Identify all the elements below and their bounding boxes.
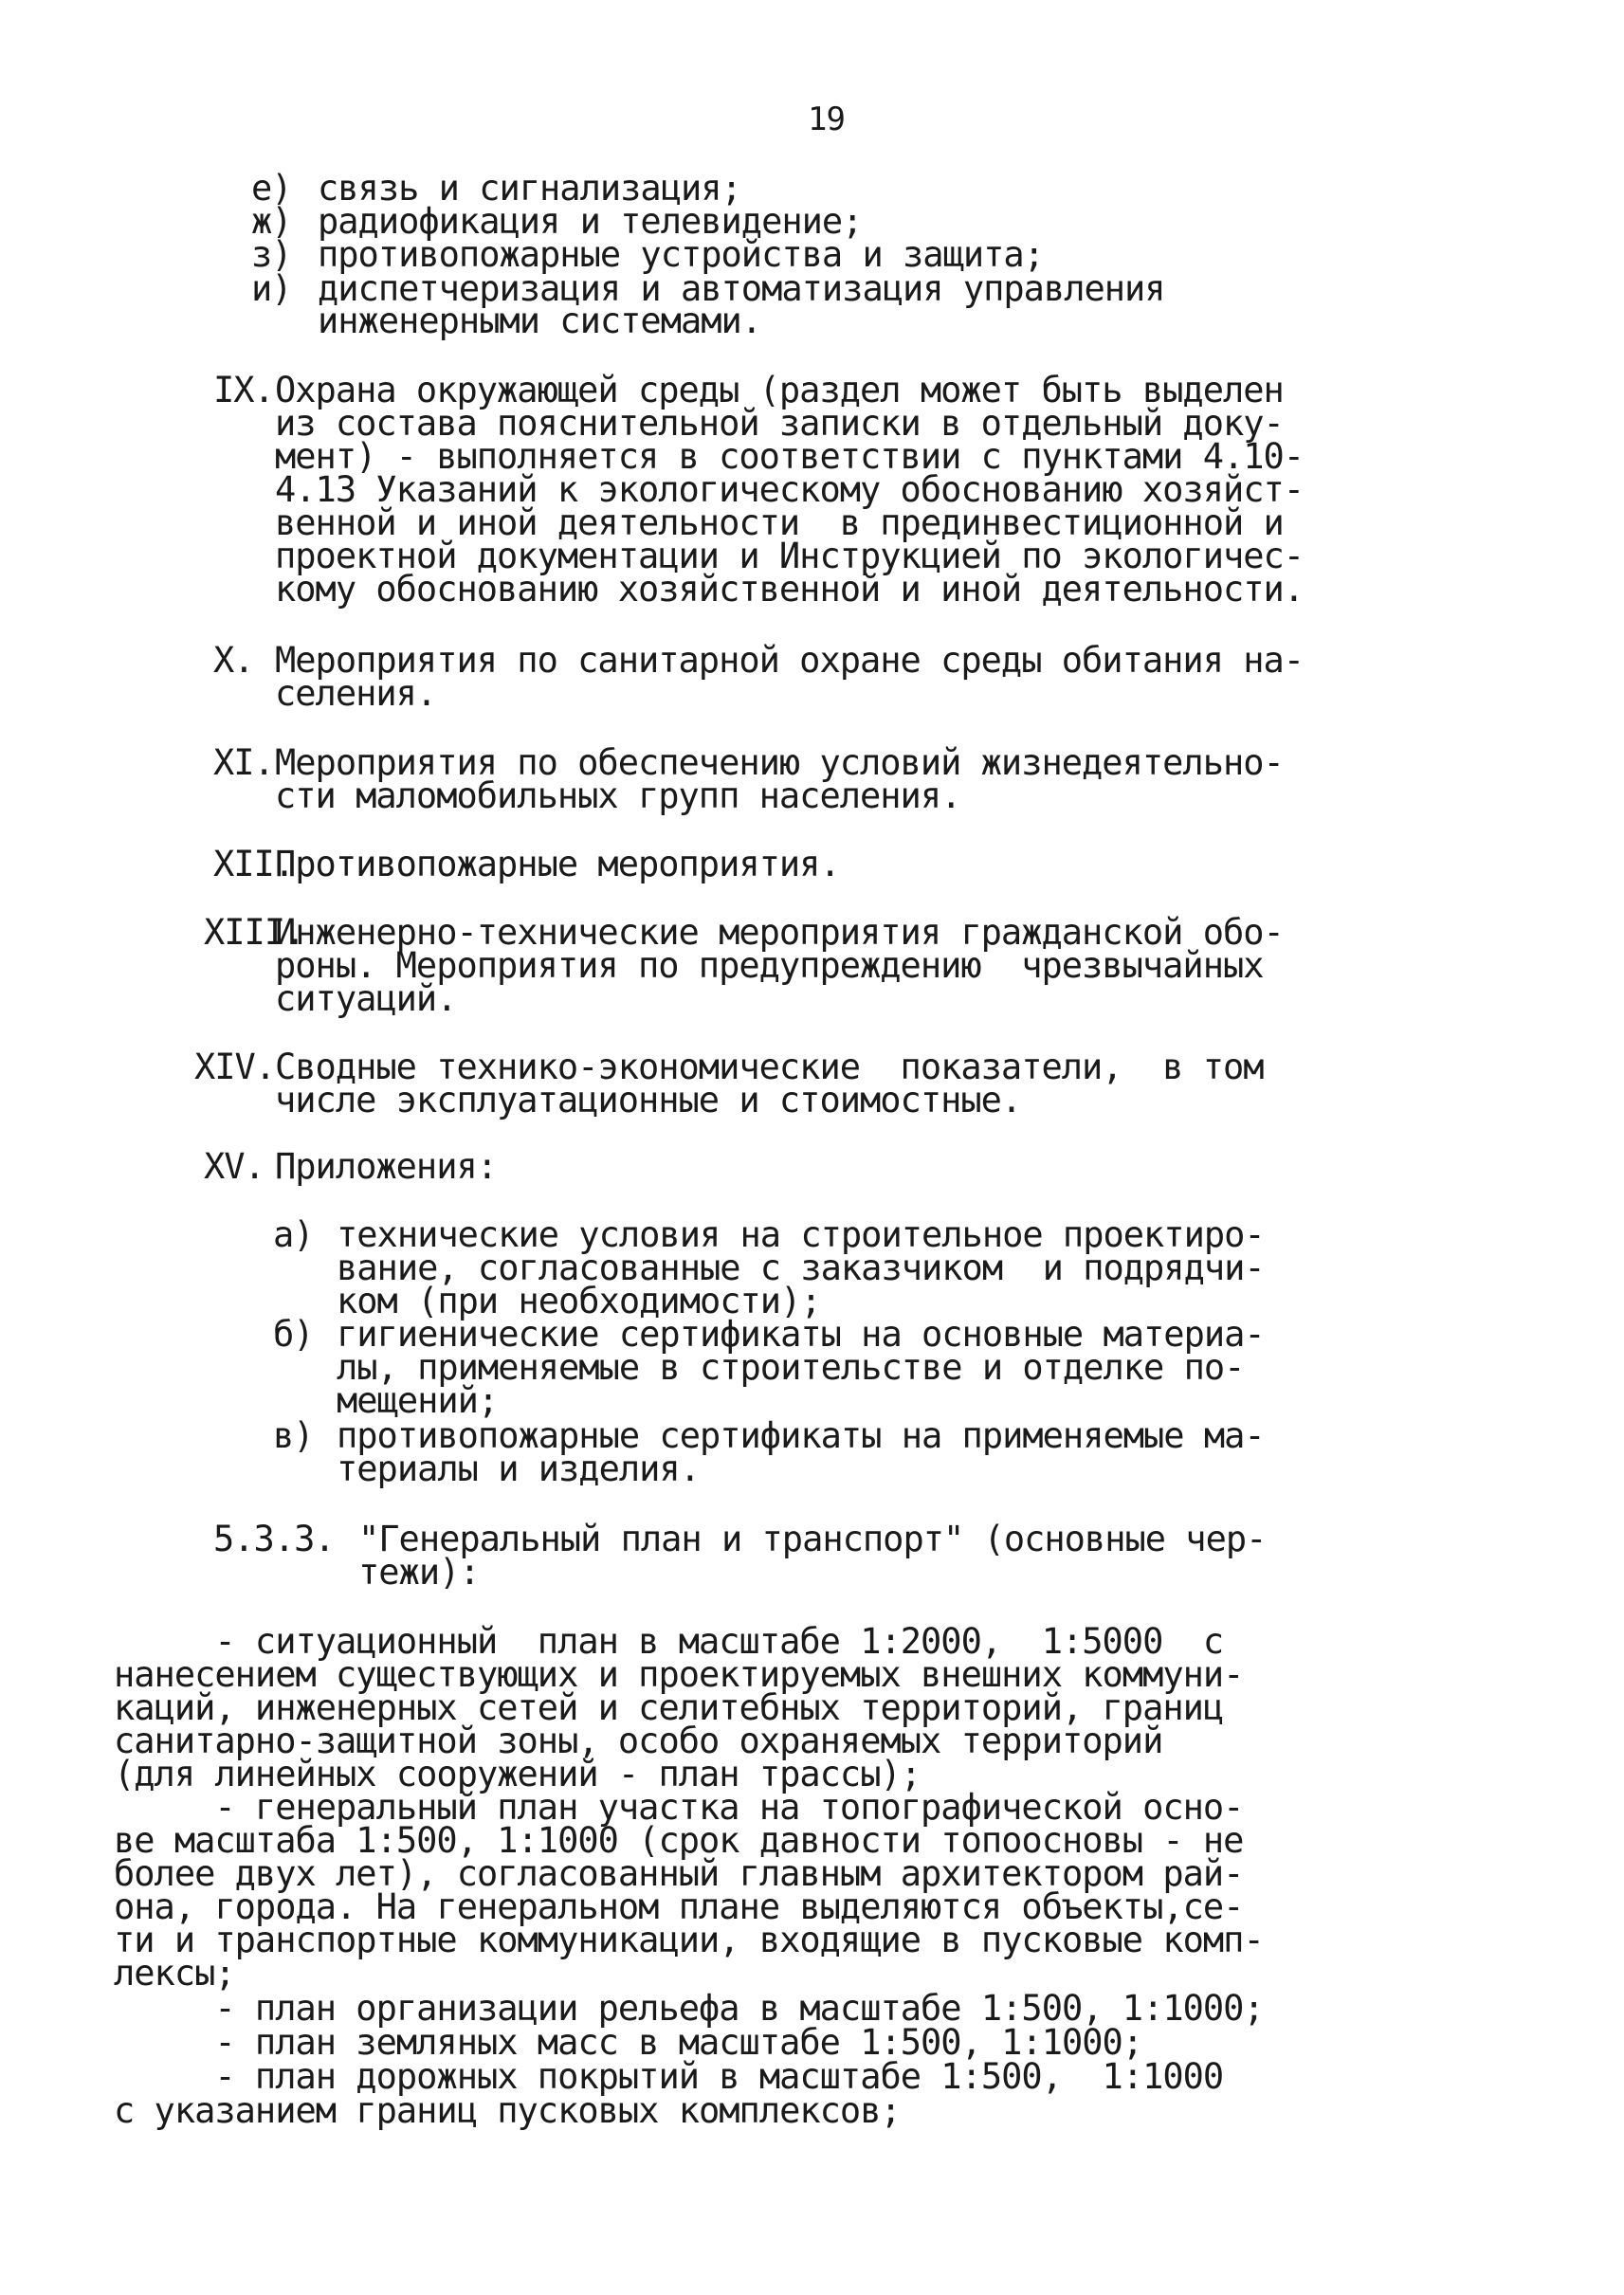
clause-title-line: тежи):	[358, 1552, 480, 1593]
body-line: нанесением существующих и проектируемых внешних коммуни-	[114, 1654, 1244, 1695]
section-line: Инженерно-технические мероприятия гражданской обо-	[275, 912, 1284, 953]
list-item: гигиенические сертификаты на основные материа-	[337, 1314, 1265, 1355]
list-item: радиофикация и телевидение;	[318, 201, 863, 242]
list-item: технические условия на строительное проектиро-	[337, 1214, 1265, 1255]
list-marker: ж)	[251, 201, 292, 242]
list-marker: б)	[273, 1314, 314, 1355]
section-line: из состава пояснительной записки в отдельный доку-	[275, 403, 1284, 444]
section-number: XII.	[213, 844, 295, 884]
list-marker: а)	[273, 1214, 314, 1255]
section-line: венной и иной деятельности в прединвестиционной и	[275, 502, 1284, 543]
list-item: диспетчеризация и автоматизация управления	[318, 268, 1165, 309]
list-marker: и)	[251, 268, 292, 309]
list-item-continuation: мещений;	[337, 1380, 499, 1421]
section-line: проектной документации и Инструкцией по экологичес-	[275, 536, 1305, 576]
body-line: ти и транспортные коммуникации, входящие в пусковые комп-	[114, 1920, 1264, 1960]
list-marker: в)	[273, 1415, 314, 1456]
body-line: она, города. На генеральном плане выделяются объекты,се-	[114, 1886, 1244, 1927]
section-number: XIV.	[194, 1047, 276, 1087]
section-line: Мероприятия по обеспечению условий жизнедеятельно-	[275, 742, 1284, 783]
section-line: селения.	[275, 673, 437, 714]
section-number: XI.	[213, 742, 274, 783]
body-line: ве масштаба 1:500, 1:1000 (срок давности топоосновы - не	[114, 1820, 1244, 1861]
body-line: с указанием границ пусковых комплексов;	[114, 2090, 901, 2131]
list-item-continuation: териалы и изделия.	[337, 1448, 700, 1489]
section-line: ситуаций.	[275, 978, 457, 1019]
section-line: Охрана окружающей среды (раздел может быть выделен	[275, 370, 1284, 410]
body-line: более двух лет), согласованный главным архитектором рай-	[114, 1853, 1244, 1894]
section-line: числе эксплуатационные и стоимостные.	[275, 1080, 1022, 1120]
body-line: - план организации рельефа в масштабе 1:500, 1:1000;	[114, 1988, 1264, 2029]
page-number: 19	[808, 100, 845, 138]
section-line: сти маломобильных групп населения.	[275, 775, 961, 816]
list-item-continuation: ком (при необходимости);	[337, 1281, 821, 1321]
list-item-continuation: инженерными системами.	[318, 301, 762, 341]
clause-number: 5.3.3.	[213, 1519, 335, 1559]
list-item: противопожарные устройства и защита;	[318, 234, 1044, 275]
section-number: XIII.	[204, 912, 305, 953]
body-line: - план земляных масс в масштабе 1:500, 1:1000;	[114, 2022, 1143, 2063]
body-line: санитарно-защитной зоны, особо охраняемых территорий	[114, 1721, 1163, 1761]
section-line: мент) - выполняется в соответствии с пунктами 4.10-	[275, 436, 1305, 477]
section-line: 4.13 Указаний к экологическому обоснованию хозяйст-	[275, 469, 1305, 510]
section-line: Приложения:	[275, 1146, 498, 1187]
section-number: IX.	[213, 370, 274, 410]
list-item-continuation: вание, согласованные с заказчиком и подрядчи-	[337, 1248, 1265, 1288]
clause-title-line: "Генеральный план и транспорт" (основные чер-	[358, 1519, 1267, 1559]
body-line: - генеральный план участка на топографической осно-	[114, 1787, 1244, 1828]
section-line: Противопожарные мероприятия.	[275, 844, 840, 884]
section-line: Сводные технико-экономические показатели, в том	[275, 1047, 1264, 1087]
body-line: - план дорожных покрытий в масштабе 1:500, 1:1000	[114, 2056, 1224, 2097]
section-number: XV.	[204, 1146, 265, 1187]
list-marker: е)	[251, 168, 292, 209]
section-line: кому обоснованию хозяйственной и иной деятельности.	[275, 569, 1305, 610]
list-item: связь и сигнализация;	[318, 168, 741, 209]
section-line: роны. Мероприятия по предупреждению чрезвычайных	[275, 945, 1264, 986]
list-item-continuation: лы, применяемые в строительстве и отделке по-	[337, 1347, 1245, 1388]
body-line: каций, инженерных сетей и селитебных территорий, границ	[114, 1687, 1224, 1728]
body-line: - ситуационный план в масштабе 1:2000, 1:5000 с	[114, 1621, 1224, 1662]
section-line: Мероприятия по санитарной охране среды обитания на-	[275, 640, 1305, 681]
list-marker: з)	[251, 234, 292, 275]
section-number: X.	[213, 640, 254, 681]
body-line: лексы;	[114, 1953, 235, 1994]
body-line: (для линейных сооружений - план трассы);	[114, 1754, 921, 1794]
list-item: противопожарные сертификаты на применяемые ма-	[337, 1415, 1265, 1456]
